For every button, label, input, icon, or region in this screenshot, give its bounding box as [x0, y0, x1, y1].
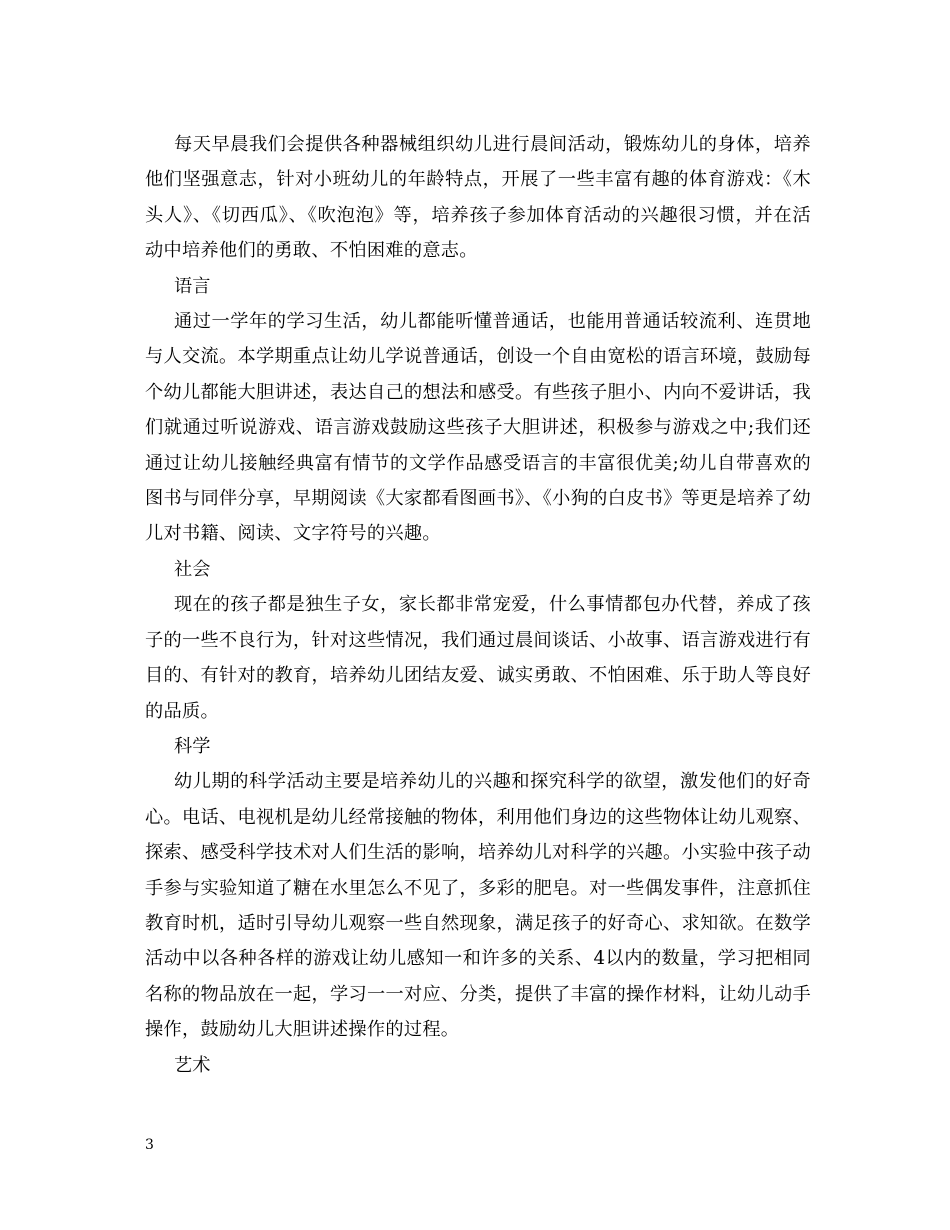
paragraph-physical-activities: 每天早晨我们会提供各种器械组织幼儿进行晨间活动，锻炼幼儿的身体，培养他们坚强意志，针对小班幼儿的年龄特点，开展了一些丰富有趣的体育游戏：《木头人》、《切西瓜》、《吹泡泡》等，培养孩子参加体育活动的兴趣很习惯，并在活动中培养他们的勇敢、不怕困难的意志。 [145, 134, 811, 262]
section-heading-art: 艺术 [174, 1054, 211, 1076]
section-heading-society: 社会 [174, 558, 211, 580]
section-heading-science: 科学 [174, 735, 211, 757]
page-number: 3 [145, 1137, 154, 1153]
paragraph-language: 通过一学年的学习生活，幼儿都能听懂普通话，也能用普通话较流利、连贯地与人交流。本学期重点让幼儿学说普通话，创设一个自由宽松的语言环境，鼓励每个幼儿都能大胆讲述，表达自己的想法和感受。有些孩子胆小、内向不爱讲话，我们就通过听说游戏、语言游戏鼓励这些孩子大胆讲述，积极参与游戏之中;我们还通过让幼儿接触经典富有情节的文学作品感受语言的丰富很优美;幼儿自带喜欢的图书与同伴分享，早期阅读《大家都看图画书》、《小狗的白皮书》等更是培养了幼儿对书籍、阅读、文字符号的兴趣。 [145, 311, 811, 545]
paragraph-science: 幼儿期的科学活动主要是培养幼儿的兴趣和探究科学的欲望，激发他们的好奇心。电话、电视机是幼儿经常接触的物体，利用他们身边的这些物体让幼儿观察、探索、感受科学技术对人们生活的影响，培养幼儿对科学的兴趣。小实验中孩子动手参与实验知道了糖在水里怎么不见了，多彩的肥皂。对一些偶发事件，注意抓住教育时机，适时引导幼儿观察一些自然现象，满足孩子的好奇心、求知欲。在数学活动中以各种各样的游戏让幼儿感知一和许多的关系、4以内的数量，学习把相同名称的物品放在一起，学习一一对应、分类，提供了丰富的操作材料，让幼儿动手操作，鼓励幼儿大胆讲述操作的过程。 [145, 771, 811, 1041]
page-body [145, 127, 811, 1083]
section-heading-language: 语言 [174, 275, 211, 297]
paragraph-society: 现在的孩子都是独生子女，家长都非常宠爱，什么事情都包办代替，养成了孩子的一些不良行为，针对这些情况，我们通过晨间谈话、小故事、语言游戏进行有目的、有针对的教育，培养幼儿团结友爱、诚实勇敢、不怕困难、乐于助人等良好的品质。 [145, 594, 811, 722]
